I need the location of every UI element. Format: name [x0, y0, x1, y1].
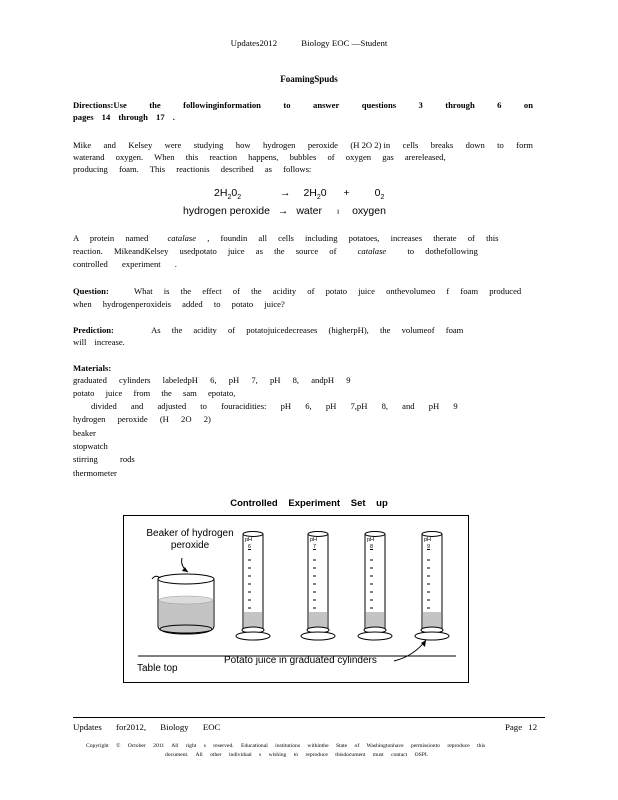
- intro-word: were: [164, 140, 182, 150]
- materials-item: stirring rods: [73, 454, 135, 464]
- intro-word: cells: [402, 140, 419, 150]
- intro-word: Mike: [73, 140, 92, 150]
- ph-value: 6: [248, 544, 252, 550]
- eq-text: 0: [320, 187, 327, 199]
- beaker-icon: [152, 574, 214, 634]
- cylinder-rim: [308, 532, 328, 537]
- materials-item: stopwatch: [73, 441, 108, 451]
- header-left: Updates2012: [230, 38, 278, 48]
- cylinder-ph8: [358, 534, 392, 640]
- question-text: What is the effect of the acidity of potato juice onthevolumeo f foam produced: [133, 286, 522, 296]
- equation-bottom: [183, 205, 386, 217]
- intro-word: hydrogen: [263, 140, 296, 150]
- para-text: to dothefollowing: [407, 246, 478, 256]
- catalase-term: catalase: [357, 246, 387, 256]
- prediction-line-2: will increase.: [73, 337, 125, 347]
- beaker-label-line: peroxide: [170, 540, 210, 551]
- intro-line-1: [73, 140, 533, 150]
- materials-item: divided and adjusted to fouracidities: pH 6, pH 7,pH 8, and pH 9: [91, 401, 458, 411]
- question-line-2: when hydrogenperoxideis added to potato juice?: [73, 299, 285, 309]
- eq-text: 2H: [214, 187, 228, 199]
- intro-line-3: producing foam. This reactionis described as follows:: [73, 164, 312, 174]
- footer-page-number: Page 12: [505, 722, 538, 732]
- equation-reactant: [214, 187, 242, 202]
- ph-text: pH: [367, 537, 375, 543]
- materials-item: hydrogen peroxide (H 2O 2): [73, 414, 211, 424]
- directions-word: Use: [113, 100, 127, 110]
- eq-sub: 2: [380, 194, 385, 202]
- eq-sub: 2: [316, 194, 321, 202]
- directions-word: answer: [313, 100, 340, 110]
- equation-arrow: →: [280, 187, 291, 199]
- eq-text: 2H: [303, 187, 317, 199]
- potato-juice-label: Potato juice in graduated cylinders: [224, 655, 377, 666]
- intro-word: Kelsey: [128, 140, 153, 150]
- eq-separator: ı: [336, 207, 340, 216]
- directions-word: to: [283, 100, 291, 110]
- equation-arrow: →: [277, 205, 289, 217]
- prediction-label: Prediction:: [73, 325, 114, 335]
- materials-item: potato juice from the sam epotato,: [73, 388, 236, 398]
- para-text: reaction. MikeandKelsey usedpotato juice as the source of: [73, 246, 337, 256]
- footer-left: Updates for2012, Biology EOC: [73, 722, 221, 732]
- cylinder-rim: [365, 532, 385, 537]
- para-text: A protein named: [73, 233, 149, 243]
- eq-water: water: [296, 205, 323, 217]
- page-header: [0, 38, 618, 48]
- cylinder-label-ph6: [245, 537, 252, 551]
- ph-value: 8: [370, 544, 374, 550]
- experiment-figure: [123, 515, 469, 683]
- cylinder-label-ph8: [367, 537, 374, 551]
- eq-text: 0: [374, 187, 381, 199]
- cylinder-ph7: [301, 534, 335, 640]
- catalase-line-3: controlled experiment .: [73, 259, 177, 269]
- prediction-text: As the acidity of potatojuicedecreases (higherpH), the volumeof foam: [151, 325, 464, 335]
- intro-word: how: [235, 140, 251, 150]
- directions-line-2: pages 14 through 17 .: [73, 112, 175, 122]
- directions-word: 3: [418, 100, 423, 110]
- catalase-term: catalase: [167, 233, 197, 243]
- directions-label: Directions:: [73, 100, 114, 110]
- directions-word: the: [149, 100, 161, 110]
- eq-text: 0: [231, 187, 238, 199]
- beaker-label-line: Beaker of hydrogen: [146, 528, 234, 539]
- intro-word: form: [516, 140, 533, 150]
- directions-word: through: [445, 100, 475, 110]
- beaker-label: [140, 528, 240, 552]
- page-title: FoamingSpuds: [280, 74, 338, 84]
- intro-word: and: [103, 140, 116, 150]
- directions-line-1: [73, 100, 533, 110]
- equation-plus: +: [343, 187, 350, 199]
- directions-word: on: [523, 100, 533, 110]
- materials-item: thermometer: [73, 468, 117, 478]
- prediction-line-1: [73, 325, 463, 335]
- intro-line-2: waterand oxygen. When this reaction happens, bubbles of oxygen gas arereleased,: [73, 152, 446, 162]
- intro-word: peroxide: [307, 140, 338, 150]
- eq-hydrogen-peroxide: hydrogen peroxide: [183, 205, 270, 217]
- eq-sub: 2: [237, 194, 242, 202]
- eq-oxygen: oxygen: [352, 205, 386, 217]
- ph-text: pH: [245, 537, 253, 543]
- catalase-line-2: [73, 246, 478, 256]
- equation-product-oxygen: [374, 187, 385, 202]
- para-text: , foundin all cells including potatoes, increases therate of this: [207, 233, 499, 243]
- cylinder-rim: [243, 532, 263, 537]
- cylinder-ph6: [236, 534, 270, 640]
- intro-word: to: [497, 140, 504, 150]
- cylinder-label-ph9: [424, 537, 431, 551]
- ph-text: pH: [310, 537, 318, 543]
- beaker-pointer-head: [182, 567, 188, 572]
- eq-sub: 2: [227, 194, 232, 202]
- cylinder-ph9: [415, 534, 449, 640]
- juice-pointer-head: [421, 640, 426, 647]
- equation-top: [214, 187, 384, 201]
- footer-copyright-1: Copyright © October 2011 All right s reserved. Educational institutions withinthe State of Washingtonhave permissionto reproduce this: [86, 743, 486, 749]
- catalase-line-1: [73, 233, 498, 243]
- question-label: Question:: [73, 286, 109, 296]
- footer-copyright-2: document. All other individual s wishing to reproduce thisdocument must contact OSPI.: [165, 752, 429, 758]
- figure-title: Controlled Experiment Set up: [230, 498, 388, 509]
- directions-word: questions: [361, 100, 397, 110]
- cylinder-rim: [422, 532, 442, 537]
- materials-item: beaker: [73, 428, 96, 438]
- intro-word: (H 2O 2) in: [350, 140, 391, 150]
- directions-word: 6: [497, 100, 502, 110]
- intro-word: studying: [193, 140, 224, 150]
- materials-label: Materials:: [73, 363, 112, 373]
- equation-product-water: [303, 187, 327, 202]
- directions-word: followinginformation: [183, 100, 261, 110]
- ph-text: pH: [424, 537, 432, 543]
- intro-word: breaks: [430, 140, 454, 150]
- materials-item: graduated cylinders labeledpH 6, pH 7, pH 8, andpH 9: [73, 375, 351, 385]
- footer-divider: [73, 717, 545, 718]
- intro-word: down: [465, 140, 485, 150]
- ph-value: 7: [313, 544, 317, 550]
- cylinder-label-ph7: [310, 537, 317, 551]
- table-top-label: Table top: [137, 663, 178, 674]
- header-center: Biology EOC —Student: [301, 38, 388, 48]
- ph-value: 9: [427, 544, 431, 550]
- question-line-1: [73, 286, 521, 296]
